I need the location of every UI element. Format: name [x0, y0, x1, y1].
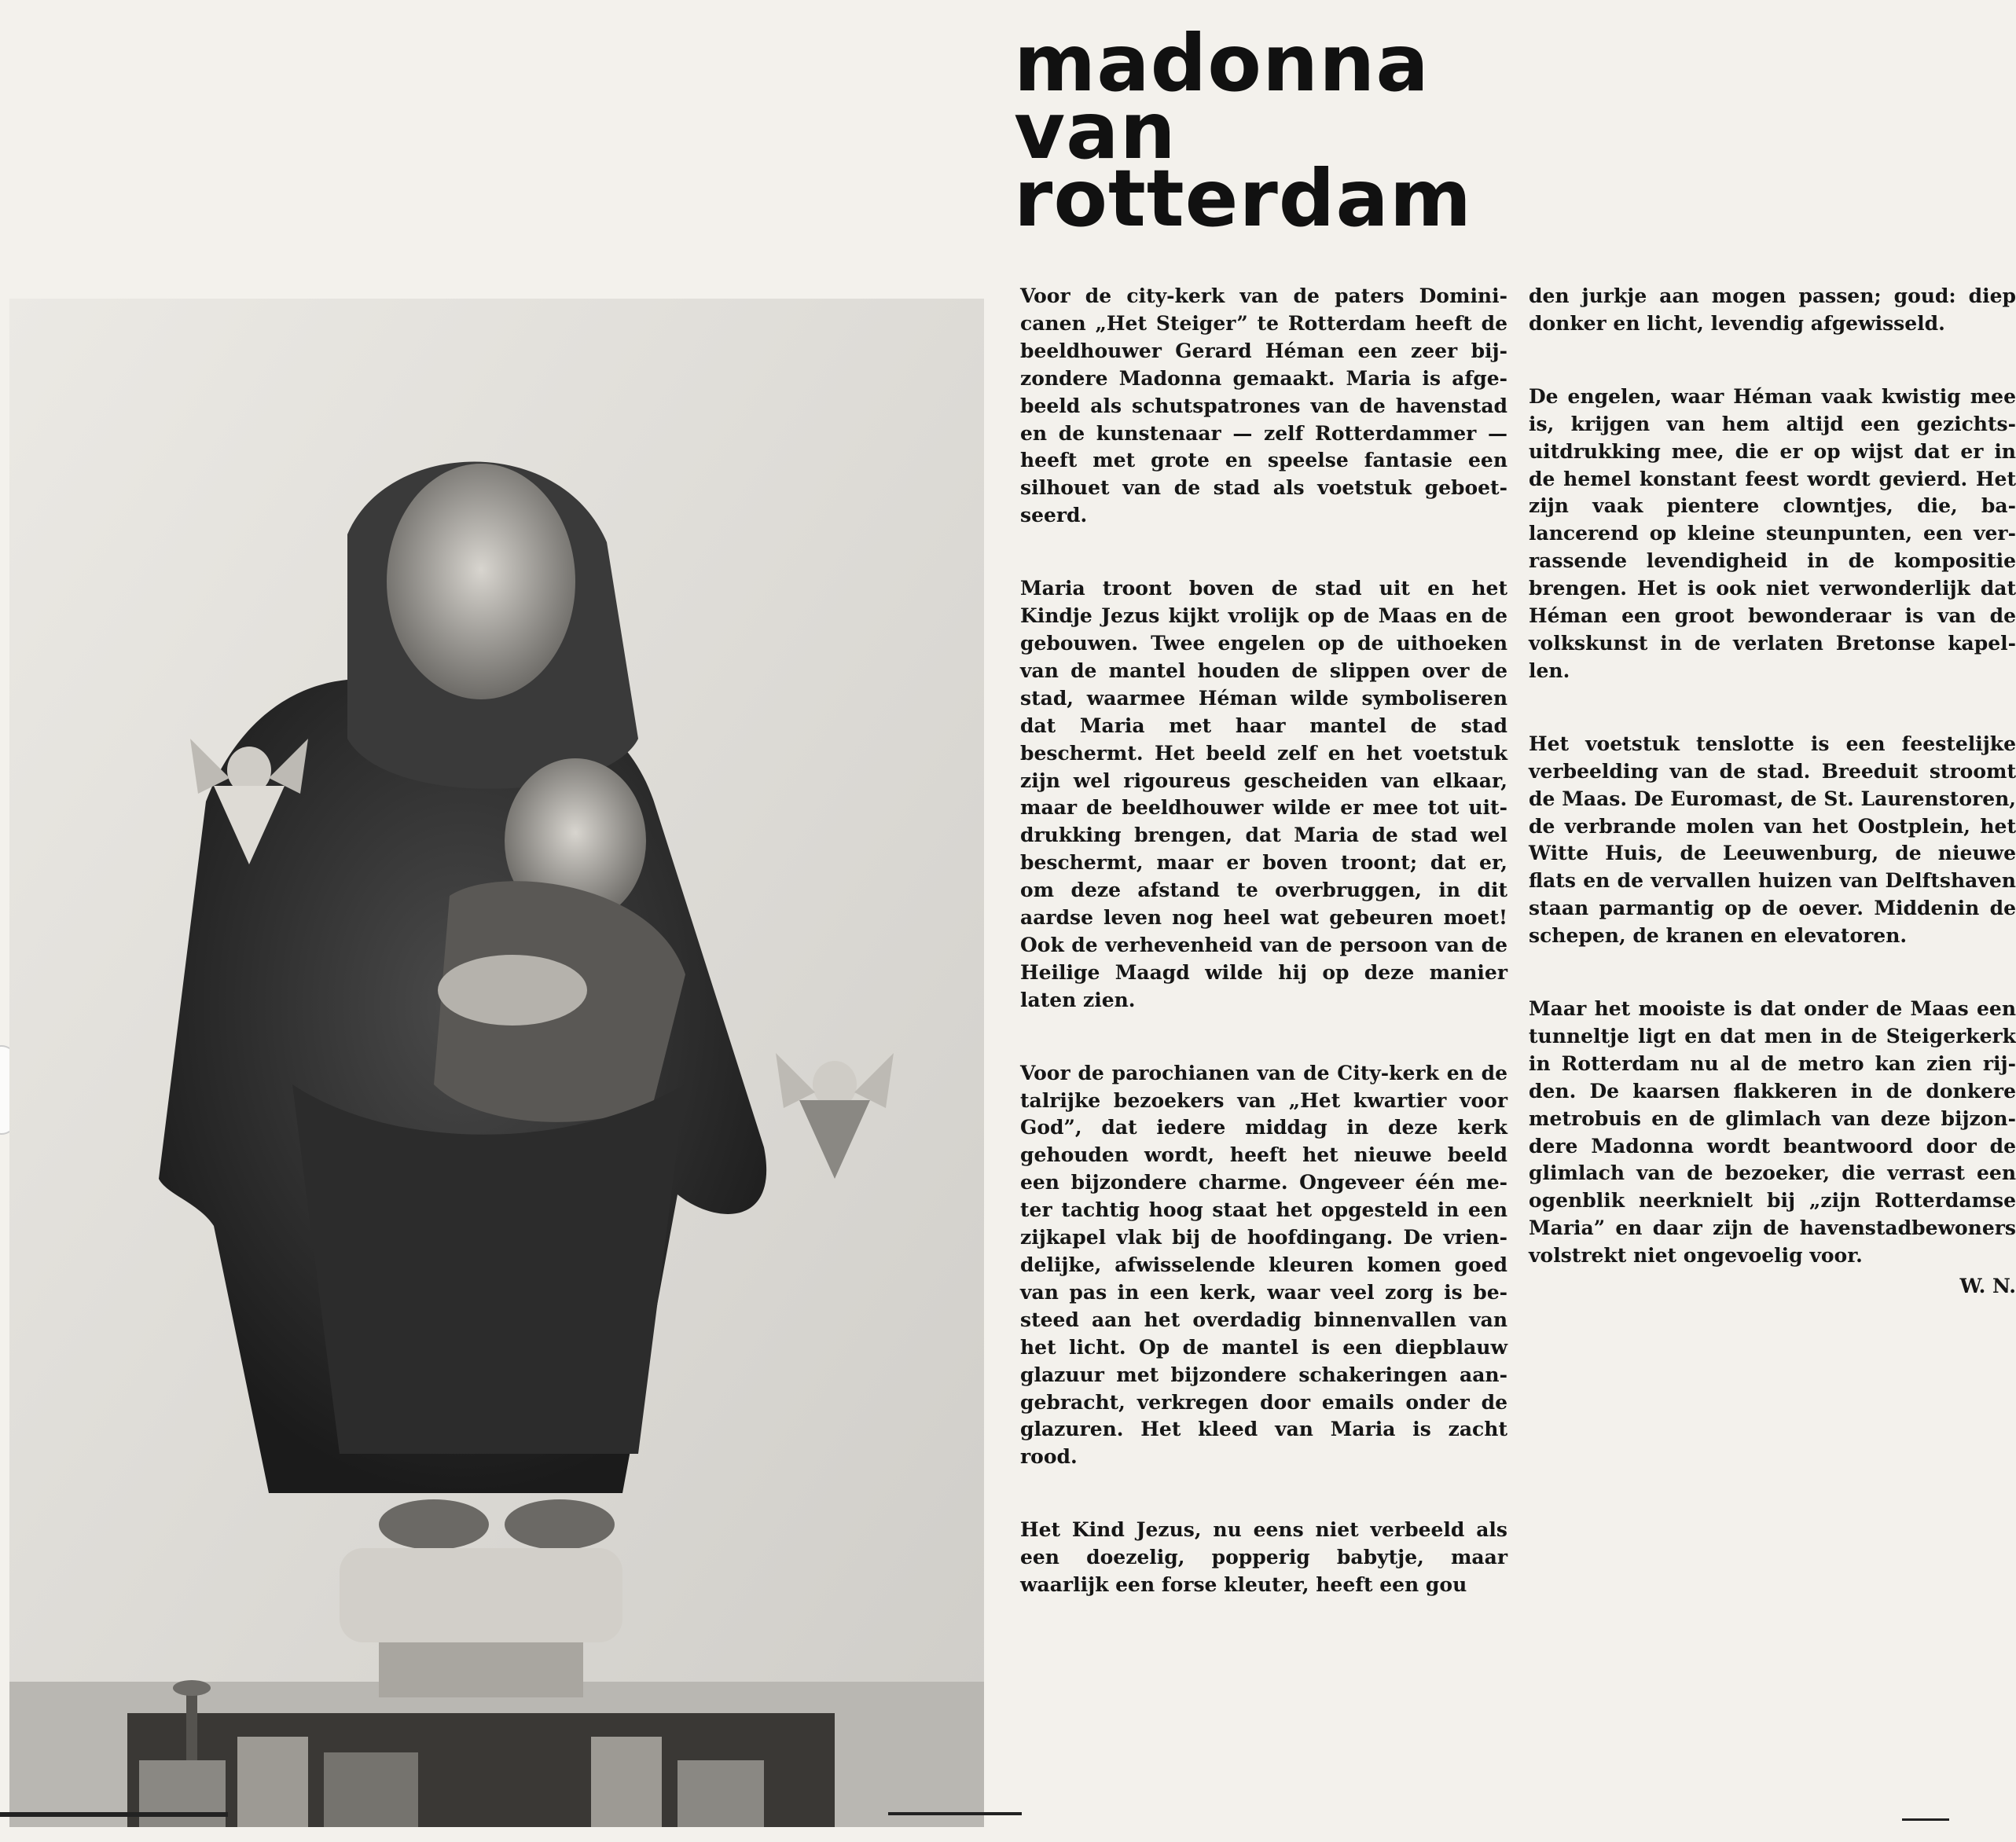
article-column-left: [1020, 283, 1507, 1599]
paragraph-6: De engelen, waar Héman vaak kwistig mee is, krijgen van hem altijd een gezichtsuitdrukking mee, die er op wijst dat er in de hemel konstant feest wordt gevierd. Het zijn vaak pientere clowntjes, die, balancerend op kleine steunpunten, een verrassende levendigheid in de kompositie brengen. Het is ook niet verwonderlijk dat Héman een groot bewonderaar is van de volkskunst in de verlaten Bretonse kapellen.: [1529, 384, 2016, 682]
paragraph-3: Voor de parochianen van de City-kerk en de talrijke bezoekers van „Het kwartier voor God”, dat iedere middag in deze kerk gehouden wordt, heeft het nieuwe beeld een bijzondere charme. Ongeveer één meter tachtig hoog staat het opgesteld in een zijkapel vlak bij de hoofdingang. De vriendelijke, afwisselende kleuren komen goed van pas in een kerk, waar veel zorg is besteed aan het overdadig binnenvallen van het licht. Op de mantel is een diepblauw glazuur met bijzondere schakeringen aangebracht, verkregen door emails onder de glazuren. Het kleed van Maria is zacht rood.: [1020, 1061, 1507, 1469]
title-line-2: van: [1014, 85, 1177, 177]
paragraph-7: Het voetstuk tenslotte is een feestelijke verbeelding van de stad. Breeduit stroomt de Maas. De Euromast, de St. Laurenstoren, de verbrande molen van het Oostplein, het Witte Huis, de Leeuwenburg, de nieuwe flats en de vervallen huizen van Delftshaven staan parmantig op de oever. Middenin de schepen, de kranen en elevatoren.: [1529, 732, 2016, 948]
pedestal-column: [379, 1642, 583, 1697]
title-line-1: madonna: [1014, 17, 1430, 109]
paragraph-8: Maar het mooiste is dat onder de Maas een tunneltje ligt en dat men in de Steigerkerk in Rotterdam nu al de metro kan zien rijden. De kaarsen flakkeren in de donkere metrobuis en de glimlach van deze bijzondere Madonna wordt beantwoord door de glimlach van de bezoeker, die verrast een ogenblik neerknielt bij „zijn Rotterdamse Maria” en daar zijn de havenstadbewoners volstrekt niet ongevoelig voor.: [1529, 997, 2016, 1268]
right-foot: [505, 1499, 615, 1550]
scan-line-bottom-right: [1902, 1818, 1949, 1821]
scan-line-bottom-left: [0, 1812, 228, 1817]
madonna-hands: [438, 955, 587, 1026]
robe-lap: [292, 1084, 685, 1454]
paragraph-1: Voor de city-kerk van de paters Dominicanen „Het Steiger” te Rotterdam heeft de beeldhouwer Gerard Héman een zeer bijzondere Madonna gemaakt. Maria is afgebeeld als schutspatrones van de havenstad en de kunstenaar — zelf Rotterdammer — heeft met grote en speelse fantasie een silhouet van de stad als voetstuk geboetseerd.: [1020, 284, 1507, 527]
statue-illustration: [9, 299, 984, 1827]
scan-line-bottom-mid: [888, 1812, 1022, 1815]
madonna-face: [387, 464, 575, 699]
title-line-3: rotterdam: [1014, 152, 1473, 244]
madonna-statue-photo: [9, 299, 984, 1827]
paragraph-5: den jurkje aan mogen passen; goud: diep donker en licht, levendig afgewisseld.: [1529, 284, 2016, 335]
author-signature: W. N.: [1959, 1275, 2016, 1298]
paragraph-2: Maria troont boven de stad uit en het Kindje Jezus kijkt vrolijk op de Maas en de gebouwen. Twee engelen op de uithoeken van de mantel houden de slippen over de stad, waarmee Héman wilde symboliseren dat Maria met haar mantel de stad beschermt. Het beeld zelf en het voetstuk zijn wel rigoureus gescheiden van elkaar, maar de beeldhouwer wilde er mee tot uitdrukking brengen, dat Maria de stad wel beschermt, maar er boven troont; dat er, om deze afstand te overbruggen, in dit aardse leven nog heel wat gebeuren moet! Ook de verhevenheid van de persoon van de Heilige Maagd wilde hij op deze manier laten zien.: [1020, 577, 1507, 1011]
paragraph-4: Het Kind Jezus, nu eens niet verbeeld als een doezelig, popperig babytje, maar waarlijk een forse kleuter, heeft een gou: [1020, 1518, 1507, 1597]
article-column-right: [1529, 283, 2016, 1301]
article-title: [1014, 17, 1800, 244]
left-foot: [379, 1499, 489, 1550]
pedestal-top: [340, 1548, 622, 1642]
